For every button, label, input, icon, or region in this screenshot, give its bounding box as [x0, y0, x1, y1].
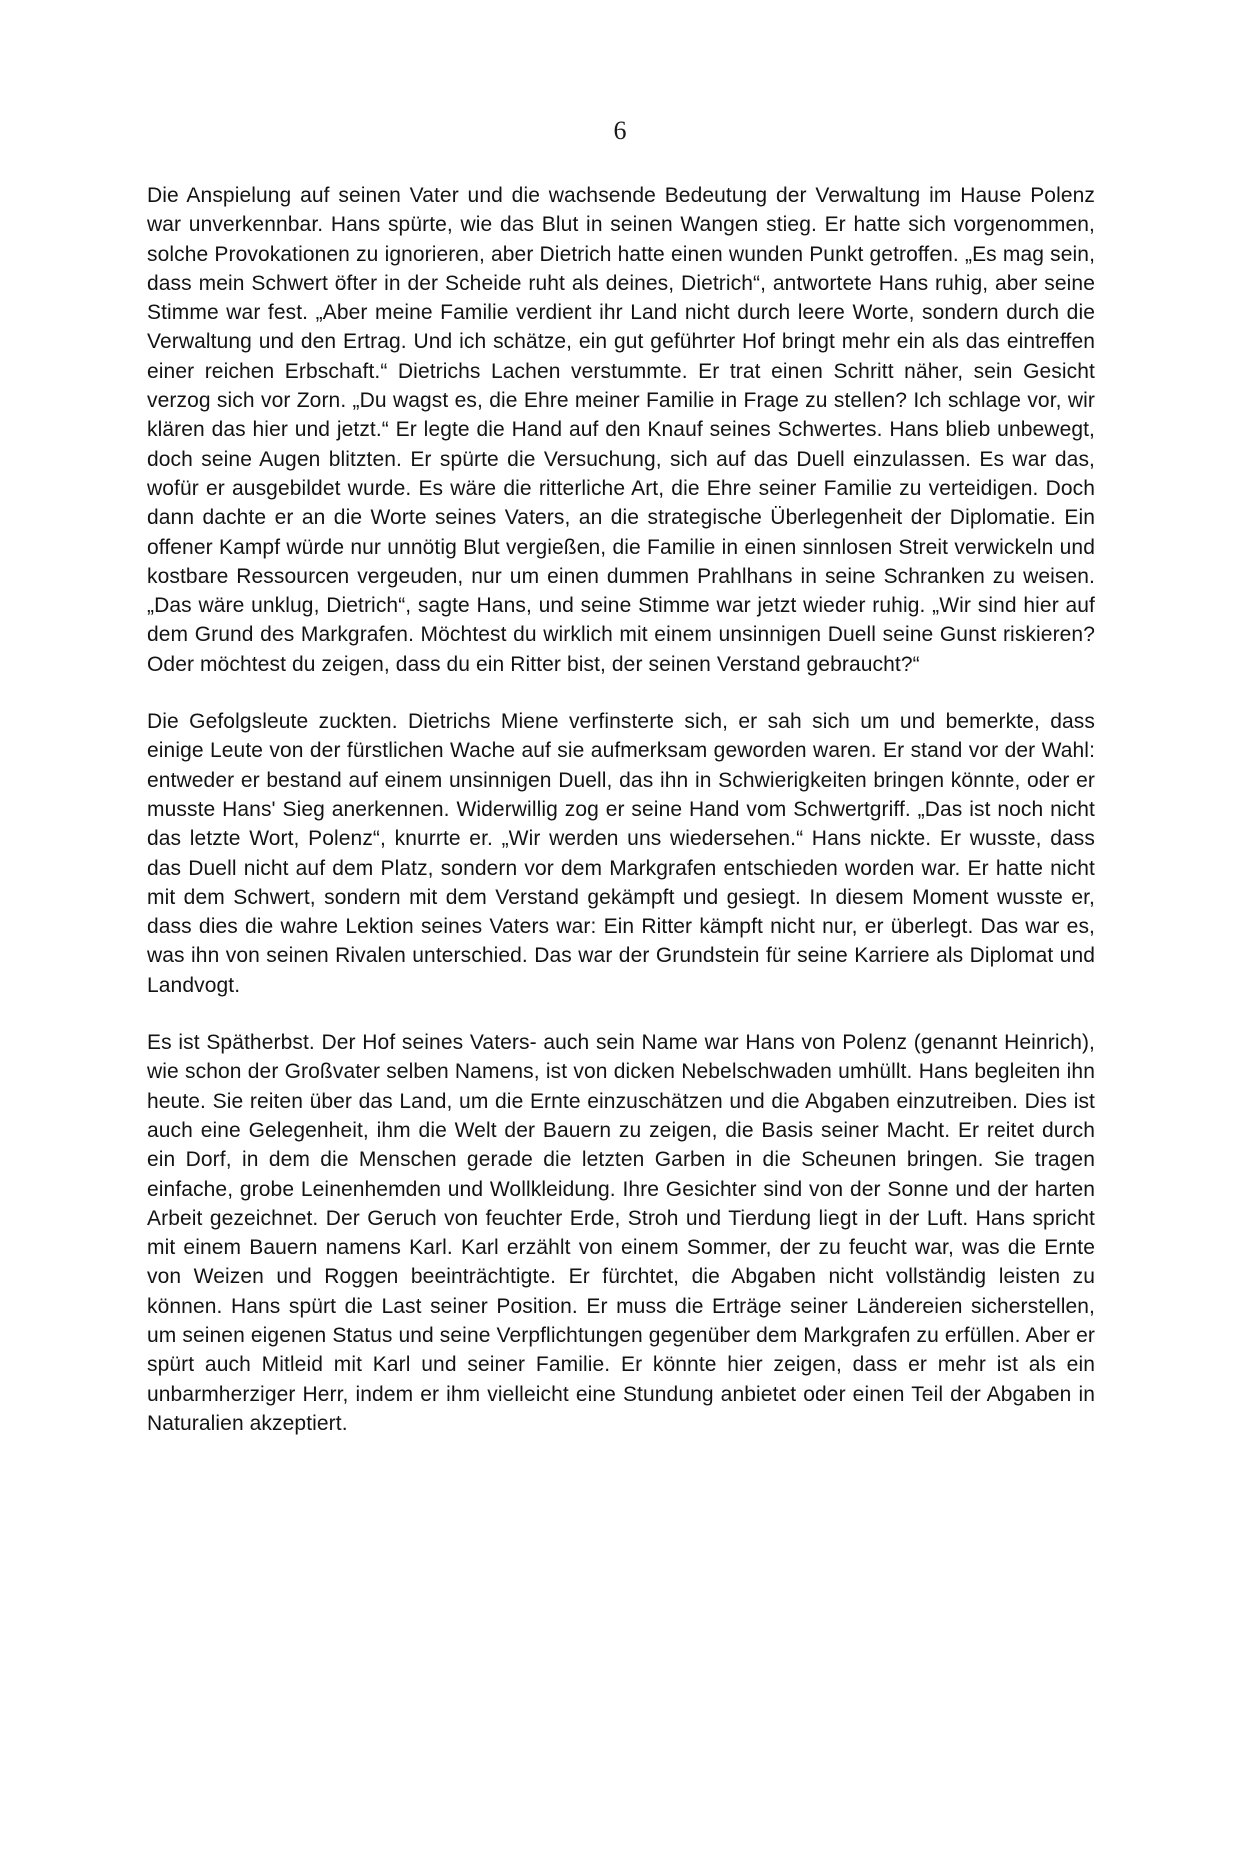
page-number: 6 [613, 116, 627, 145]
paragraph-duel-resolution: Die Gefolgsleute zuckten. Dietrichs Miene verfinsterte sich, er sah sich um und bemerkte, dass einige Leute von der fürstlichen Wache auf sie aufmerksam geworden waren. Er stand vor der Wahl: entweder er bestand auf einem unsinnigen Duell, das ihn in Schwierigkeiten bringen könnte, oder er musste Hans' Sieg anerkennen. Widerwillig zog er seine Hand vom Schwertgriff. „Das ist noch nicht das letzte Wort, Polenz“, knurrte er. „Wir werden uns wiedersehen.“ Hans nickte. Er wusste, dass das Duell nicht auf dem Platz, sondern vor dem Markgrafen entschieden worden war. Er hatte nicht mit dem Schwert, sondern mit dem Verstand gekämpft und gesiegt. In diesem Moment wusste er, dass dies die wahre Lektion seines Vaters war: Ein Ritter kämpft nicht nur, er überlegt. Das war es, was ihn von seinen Rivalen unterschied. Das war der Grundstein für seine Karriere als Diplomat und Landvogt. [147, 710, 1095, 997]
document-body [147, 181, 1095, 1438]
page [0, 116, 1240, 1869]
paragraph-autumn-ride: Es ist Spätherbst. Der Hof seines Vaters- auch sein Name war Hans von Polenz (genannt Heinrich), wie schon der Großvater selben Namens, ist von dicken Nebelschwaden umhüllt. Hans begleiten ihn heute. Sie reiten über das Land, um die Ernte einzuschätzen und die Abgaben einzutreiben. Dies ist auch eine Gelegenheit, ihm die Welt der Bauern zu zeigen, die Basis seiner Macht. Er reitet durch ein Dorf, in dem die Menschen gerade die letzten Garben in die Scheunen bringen. Sie tragen einfache, grobe Leinenhemden und Wollkleidung. Ihre Gesichter sind von der Sonne und der harten Arbeit gezeichnet. Der Geruch von feuchter Erde, Stroh und Tierdung liegt in der Luft. Hans spricht mit einem Bauern namens Karl. Karl erzählt von einem Sommer, der zu feucht war, was die Ernte von Weizen und Roggen beeinträchtigte. Er fürchtet, die Abgaben nicht vollständig leisten zu können. Hans spürt die Last seiner Position. Er muss die Erträge seiner Ländereien sicherstellen, um seinen eigenen Status und seine Verpflichtungen gegenüber dem Markgrafen zu erfüllen. Aber er spürt auch Mitleid mit Karl und seiner Familie. Er könnte hier zeigen, dass er mehr ist als ein unbarmherziger Herr, indem er ihm vielleicht eine Stundung anbietet oder einen Teil der Abgaben in Naturalien akzeptiert. [147, 1031, 1095, 1435]
document-page [0, 116, 1240, 1869]
paragraph-duel-confrontation: Die Anspielung auf seinen Vater und die wachsende Bedeutung der Verwaltung im Hause Polenz war unverkennbar. Hans spürte, wie das Blut in seinen Wangen stieg. Er hatte sich vorgenommen, solche Provokationen zu ignorieren, aber Dietrich hatte einen wunden Punkt getroffen. „Es mag sein, dass mein Schwert öfter in der Scheide ruht als deines, Dietrich“, antwortete Hans ruhig, aber seine Stimme war fest. „Aber meine Familie verdient ihr Land nicht durch leere Worte, sondern durch die Verwaltung und den Ertrag. Und ich schätze, ein gut geführter Hof bringt mehr ein als das eintreffen einer reichen Erbschaft.“ Dietrichs Lachen verstummte. Er trat einen Schritt näher, sein Gesicht verzog sich vor Zorn. „Du wagst es, die Ehre meiner Familie in Frage zu stellen? Ich schlage vor, wir klären das hier und jetzt.“ Er legte die Hand auf den Knauf seines Schwertes. Hans blieb unbewegt, doch seine Augen blitzten. Er spürte die Versuchung, sich auf das Duell einzulassen. Es war das, wofür er ausgebildet wurde. Es wäre die ritterliche Art, die Ehre seiner Familie zu verteidigen. Doch dann dachte er an die Worte seines Vaters, an die strategische Überlegenheit der Diplomatie. Ein offener Kampf würde nur unnötig Blut vergießen, die Familie in einen sinnlosen Streit verwickeln und kostbare Ressourcen vergeuden, nur um einen dummen Prahlhans in seine Schranken zu weisen. „Das wäre unklug, Dietrich“, sagte Hans, und seine Stimme war jetzt wieder ruhig. „Wir sind hier auf dem Grund des Markgrafen. Möchtest du wirklich mit einem unsinnigen Duell seine Gunst riskieren? Oder möchtest du zeigen, dass du ein Ritter bist, der seinen Verstand gebraucht?“ [147, 184, 1095, 676]
